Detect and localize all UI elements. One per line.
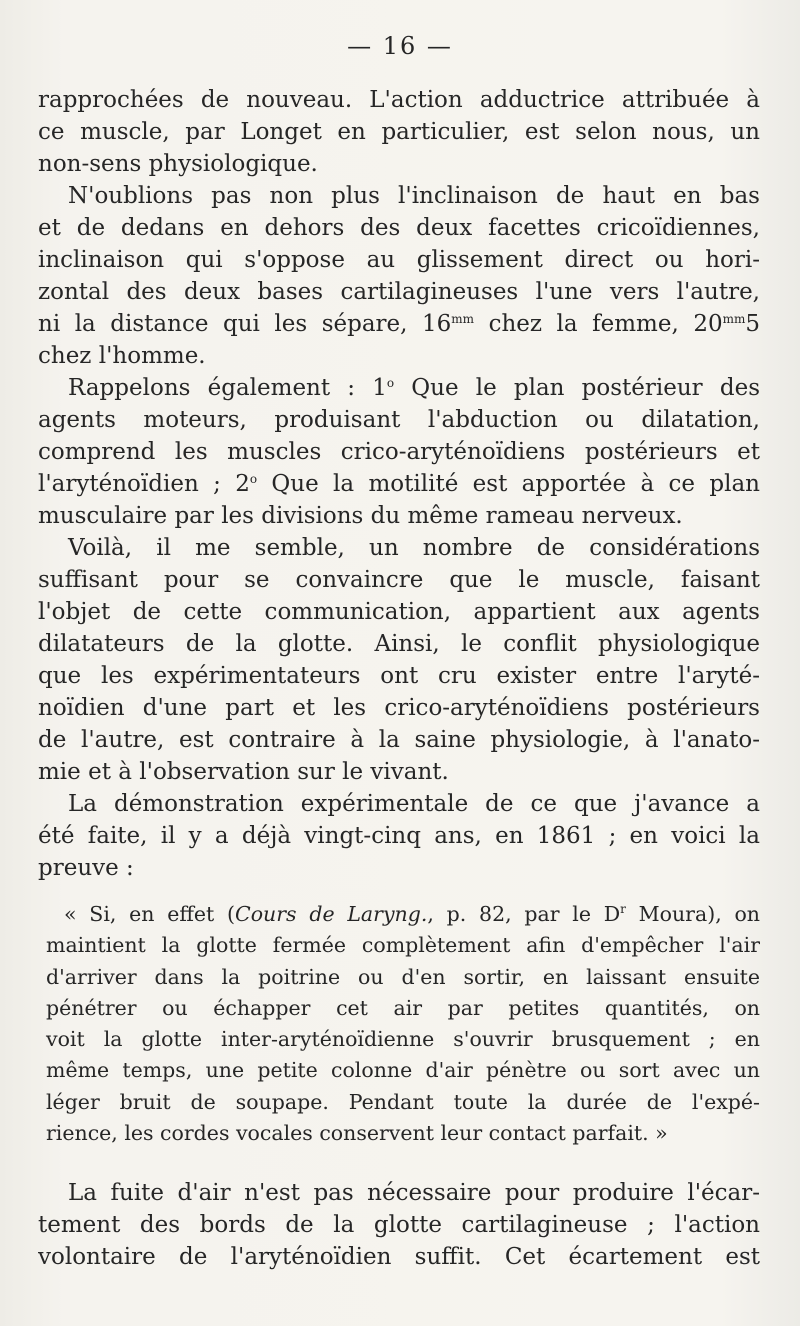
- superscript: mm: [722, 312, 746, 326]
- superscript: o: [386, 376, 395, 390]
- text-span: , p. 82, par le D: [427, 902, 621, 926]
- text-span: l'aryténoïdien ; 2: [38, 471, 250, 497]
- text-line: ce muscle, par Longet en particulier, est selon nous, un: [38, 119, 760, 145]
- text-line: maintient la glotte fermée complètement afin d'empêcher l'air: [46, 933, 760, 958]
- text-span: Rappelons également : 1: [68, 375, 387, 401]
- text-line: et de dedans en dehors des deux facettes cricoïdiennes,: [38, 215, 760, 241]
- paragraph-1: [38, 84, 760, 180]
- superscript: o: [249, 472, 258, 486]
- text-line: preuve :: [38, 855, 134, 881]
- page-body: [38, 84, 760, 1273]
- text-line: La démonstration expérimentale de ce que j'avance a: [68, 791, 760, 817]
- text-line: chez l'homme.: [38, 343, 206, 369]
- text-line: [38, 308, 760, 340]
- quotation-block: [38, 899, 760, 1149]
- text-line: musculaire par les divisions du même rameau nerveux.: [38, 503, 683, 529]
- text-line: non-sens physiologique.: [38, 151, 318, 177]
- text-line: pénétrer ou échapper cet air par petites quantités, on: [46, 995, 760, 1020]
- text-line: tement des bords de la glotte cartilagineuse ; l'action: [38, 1212, 760, 1239]
- text-line: dilatateurs de la glotte. Ainsi, le conflit physiologique: [38, 631, 760, 657]
- text-line: Voilà, il me semble, un nombre de considérations: [68, 535, 760, 561]
- paragraph-2: [38, 180, 760, 372]
- text-line: agents moteurs, produisant l'abduction ou dilatation,: [38, 407, 760, 433]
- text-line: suffisant pour se convaincre que le muscle, faisant: [38, 567, 760, 593]
- italic-title: Cours de Laryng.: [235, 902, 428, 926]
- text-line: volontaire de l'aryténoïdien suffit. Cet écartement est: [38, 1244, 760, 1271]
- text-line: inclinaison qui s'oppose au glissement direct ou hori-: [38, 247, 760, 273]
- text-line: [38, 468, 760, 500]
- paragraph-4: [38, 532, 760, 788]
- text-line: que les expérimentateurs ont cru exister entre l'aryté-: [38, 663, 760, 689]
- text-line: léger bruit de soupape. Pendant toute la durée de l'expé-: [46, 1089, 760, 1114]
- text-line: zontal des deux bases cartilagineuses l'une vers l'autre,: [38, 279, 760, 305]
- text-line: [38, 372, 760, 404]
- text-line: l'objet de cette communication, appartient aux agents: [38, 599, 760, 625]
- text-span: ni la distance qui les sépare, 16: [38, 311, 452, 337]
- paragraph-5: [38, 788, 760, 884]
- text-span: Moura), on: [625, 902, 760, 926]
- text-line: rapprochées de nouveau. L'action adductrice attribuée à: [38, 87, 760, 113]
- text-span: chez la femme, 20: [474, 311, 723, 337]
- text-line: d'arriver dans la poitrine ou d'en sortir, en laissant ensuite: [46, 964, 760, 989]
- text-line: La fuite d'air n'est pas nécessaire pour produire l'écar-: [68, 1180, 760, 1207]
- text-line: N'oublions pas non plus l'inclinaison de haut en bas: [68, 183, 760, 209]
- text-line: voit la glotte inter-aryténoïdienne s'ouvrir brusquement ; en: [46, 1027, 760, 1052]
- paragraph-6: [38, 1177, 760, 1273]
- text-line: rience, les cordes vocales conservent leur contact parfait. »: [46, 1121, 668, 1146]
- text-line: de l'autre, est contraire à la saine physiologie, à l'anato-: [38, 727, 760, 753]
- text-span: « Si, en effet (: [64, 902, 236, 926]
- superscript: r: [620, 902, 626, 916]
- text-line: noïdien d'une part et les crico-aryténoïdiens postérieurs: [38, 695, 760, 721]
- superscript: mm: [451, 312, 475, 326]
- paragraph-3: [38, 372, 760, 532]
- text-line: même temps, une petite colonne d'air pénètre ou sort avec un: [46, 1058, 760, 1083]
- text-line: [38, 899, 760, 930]
- page-number: — 16 —: [347, 32, 453, 60]
- text-line: été faite, il y a déjà vingt-cinq ans, en 1861 ; en voici la: [38, 823, 760, 849]
- text-span: Que la motilité est apportée à ce plan: [257, 471, 760, 497]
- text-line: mie et à l'observation sur le vivant.: [38, 759, 449, 785]
- text-span: Que le plan postérieur des: [394, 375, 760, 401]
- text-span: 5: [745, 311, 760, 337]
- text-line: comprend les muscles crico-aryténoïdiens postérieurs et: [38, 439, 760, 465]
